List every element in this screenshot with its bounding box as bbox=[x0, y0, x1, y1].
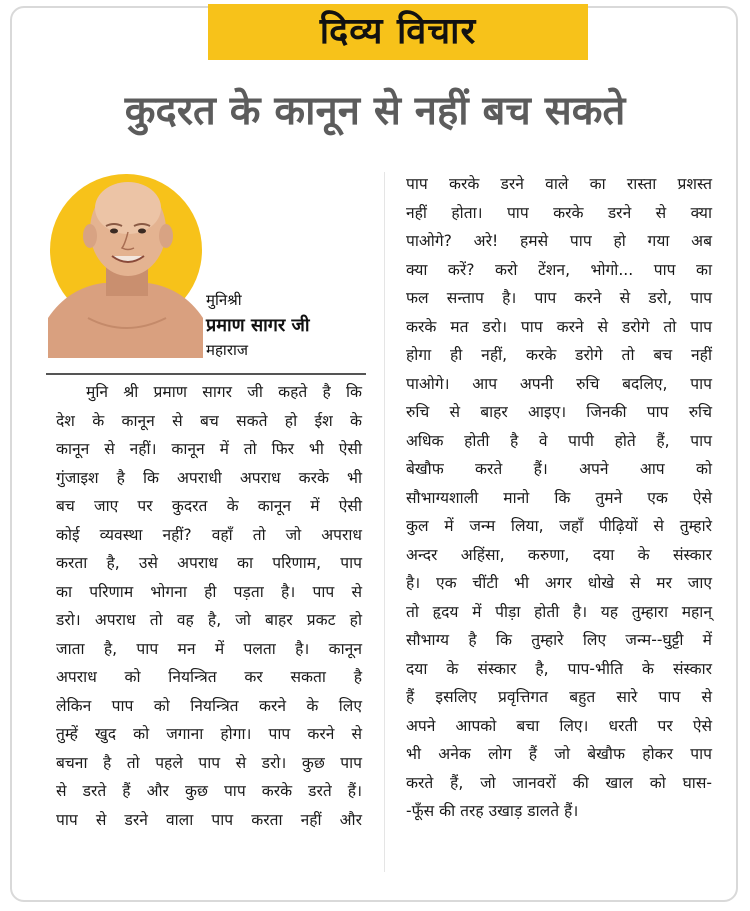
text-line: बचना है तो पहले पाप से डरो। कुछ पाप bbox=[56, 753, 362, 772]
text-line: कानून से नहीं। कानून में तो फिर भी ऐसी bbox=[56, 440, 362, 458]
author-portrait-image bbox=[48, 168, 203, 358]
text-line: क्या करें? करो टेंशन, भोगो... पाप का bbox=[406, 260, 712, 279]
text-line: बच जाए पर कुदरत के कानून में ऐसी bbox=[56, 497, 362, 515]
text-line: लेकिन पाप को नियन्त्रित करने के लिए bbox=[56, 696, 362, 715]
text-line: अपराध को नियन्त्रित कर सकता है bbox=[56, 668, 362, 686]
text-line: डरो। अपराध तो वह है, जो बाहर प्रकट हो bbox=[56, 611, 362, 629]
text-line: होगा ही नहीं, करके डरोगे तो बच नहीं bbox=[406, 346, 712, 364]
text-line: जाता है, पाप मन में पलता है। कानून bbox=[56, 639, 362, 658]
text-line: करता है, उसे अपराध का परिणाम, पाप bbox=[56, 554, 362, 572]
text-line: मुनि श्री प्रमाण सागर जी कहते है कि bbox=[86, 383, 362, 401]
author-name: प्रमाण सागर जी bbox=[206, 315, 310, 336]
author-portrait bbox=[48, 168, 203, 358]
text-line: नहीं होता। पाप करके डरने से क्या bbox=[406, 203, 712, 222]
author-suffix: महाराज bbox=[206, 341, 248, 359]
text-line: अपने आपको बचा लिए। धरती पर ऐसे bbox=[406, 716, 712, 735]
text-line: हैं इसलिए प्रवृत्तिगत बहुत सारे पाप से bbox=[406, 688, 712, 706]
text-line: तो हृदय में पीड़ा होती है। यह तुम्हारा महान् bbox=[406, 602, 712, 621]
right-column bbox=[406, 170, 712, 826]
headline: कुदरत के कानून से नहीं बच सकते bbox=[124, 88, 626, 134]
text-line: का परिणाम भोगना ही पड़ता है। पाप से bbox=[56, 582, 362, 601]
text-line: तुम्हें खुद को जगाना होगा। पाप करने से bbox=[56, 725, 362, 743]
text-line: पाप से डरने वाला पाप करता नहीं और bbox=[56, 810, 362, 829]
text-line: कुल में जन्म लिया, जहाँ पीढ़ियों से तुम्हारे bbox=[406, 517, 712, 535]
author-prefix: मुनिश्री bbox=[206, 291, 242, 309]
text-line: गुंजाइश है कि अपराधी अपराध करके भी bbox=[56, 468, 362, 487]
text-line: करके मत डरो। पाप करने से डरोगे तो पाप bbox=[406, 317, 712, 336]
byline-rule bbox=[46, 373, 366, 375]
text-line: पाप करके डरने वाले का रास्ता प्रशस्त bbox=[406, 175, 712, 193]
text-line: से डरते हैं और कुछ पाप करके डरते हैं। bbox=[56, 782, 362, 800]
text-line: है। एक चींटी भी अगर धोखे से मर जाए bbox=[406, 574, 712, 592]
text-line: पाओगे? अरे! हमसे पाप हो गया अब bbox=[406, 232, 712, 250]
text-line: -फूँस की तरह उखाड़ डालते हैं। bbox=[406, 802, 579, 820]
text-line: अधिक होती है वे पापी होते हैं, पाप bbox=[406, 431, 712, 450]
text-line: दया के संस्कार है, पाप-भीति के संस्कार bbox=[406, 659, 712, 678]
text-line: कोई व्यवस्था नहीं? वहाँ तो जो अपराध bbox=[56, 525, 362, 544]
text-line: फल सन्ताप है। पाप करने से डरो, पाप bbox=[406, 289, 712, 307]
column-divider bbox=[384, 172, 385, 872]
text-line: सौभाग्य है कि तुम्हारे लिए जन्म--घुट्टी में bbox=[406, 631, 712, 649]
author-byline bbox=[206, 288, 356, 363]
text-line: देश के कानून से बच सकते हो ईश के bbox=[56, 411, 362, 430]
text-line: रुचि से बाहर आइए। जिनकी पाप रुचि bbox=[406, 403, 712, 421]
left-column bbox=[56, 378, 362, 834]
text-line: अन्दर अहिंसा, करुणा, दया के संस्कार bbox=[406, 545, 712, 564]
section-tag: दिव्य विचार bbox=[208, 4, 588, 60]
text-line: सौभाग्यशाली मानो कि तुमने एक ऐसे bbox=[406, 488, 712, 507]
text-line: पाओगे। आप अपनी रुचि बदलिए, पाप bbox=[406, 374, 712, 393]
text-line: करते हैं, जो जानवरों की खाल को घास- bbox=[406, 773, 712, 792]
text-line: भी अनेक लोग हैं जो बेखौफ होकर पाप bbox=[406, 745, 712, 763]
text-line: बेखौफ करते हैं। अपने आप को bbox=[406, 460, 712, 478]
